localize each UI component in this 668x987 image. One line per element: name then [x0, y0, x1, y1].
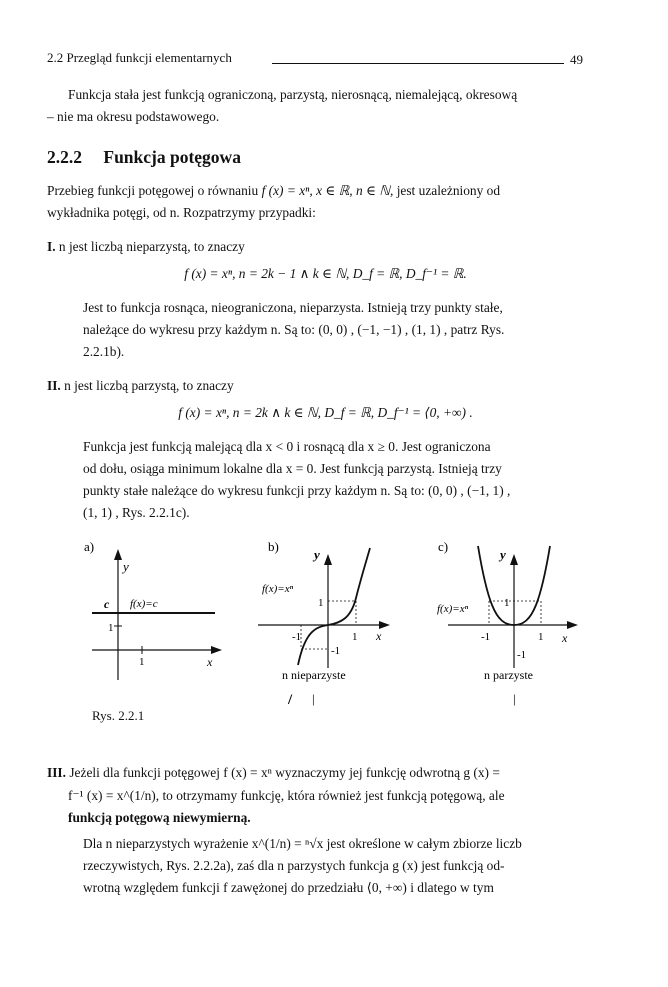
case3-line1-text: Jeżeli dla funkcji potęgowej f (x) = xⁿ wyznaczymy jej funkcję odwrotną g (x) =	[69, 765, 500, 780]
case3-p-line-2: rzeczywistych, Rys. 2.2.2a), zaś dla n parzystych funkcja g (x) jest funkcją od-	[83, 858, 505, 873]
case2-formula: f (x) = xⁿ, n = 2k ∧ k ∈ ℕ, D_f = ℝ, D_f⁻¹ = ⟨0, +∞) .	[178, 405, 473, 420]
panel-b-tick-x-neg: -1	[292, 631, 302, 643]
case1-formula: f (x) = xⁿ, n = 2k − 1 ∧ k ∈ ℕ, D_f = ℝ, D_f⁻¹ = ℝ.	[184, 266, 467, 281]
panel-a-x-label: x	[207, 655, 213, 669]
case2-line-4: (1, 1) , Rys. 2.2.1c).	[83, 505, 190, 520]
case2-line-3: punkty stałe należące do wykresu funkcji przy każdym n. Są to: (0, 0) , (−1, 1) ,	[83, 483, 511, 498]
panel-c-note: n parzyste	[484, 668, 533, 682]
panel-b-mark-right: |	[312, 691, 315, 706]
panel-a-tick-y-label: 1	[108, 622, 114, 634]
panel-c-y-label: y	[500, 547, 506, 562]
panel-b-func-label: f(x)=xⁿ	[262, 583, 294, 595]
panel-c-x-label: x	[562, 631, 568, 645]
p1-formula: f (x) = xⁿ, x ∈ ℝ, n ∈ ℕ,	[261, 183, 394, 198]
panel-c-label: c)	[438, 539, 449, 554]
case1-intro	[47, 236, 583, 258]
panel-c-x-arrow-icon	[567, 621, 578, 629]
p1-text-a: Przebieg funkcji potęgowej o równaniu	[47, 183, 259, 198]
panel-c-tick-y-neg: -1	[517, 649, 527, 661]
figure-svg	[0, 530, 668, 720]
page-number: 49	[570, 52, 583, 67]
panel-b-x-arrow-icon	[379, 621, 390, 629]
case2-text: n jest liczbą parzystą, to znaczy	[64, 378, 234, 393]
case1-line-3: 2.2.1b).	[83, 344, 125, 359]
panel-a-label: a)	[84, 539, 95, 554]
case1-text: n jest liczbą nieparzystą, to znaczy	[58, 239, 245, 254]
section-number: 2.2.2	[47, 147, 82, 167]
panel-a-y-arrow-icon	[114, 549, 122, 560]
intro-line-2: – nie ma okresu podstawowego.	[47, 109, 220, 124]
panel-a-x-arrow-icon	[211, 646, 222, 654]
panel-a-c-label: c	[104, 597, 110, 611]
figure-2-2-1	[0, 530, 668, 720]
case1-label: I.	[47, 239, 56, 254]
panel-c-tick-x-neg: -1	[481, 631, 491, 643]
panel-c-func-label: f(x)=xⁿ	[437, 603, 469, 615]
panel-c-tick-y-pos: 1	[504, 597, 510, 609]
case2-intro	[47, 375, 583, 397]
figure-caption: Rys. 2.2.1	[92, 708, 145, 723]
panel-a-tick-x-label: 1	[139, 656, 145, 668]
panel-c-tick-x-pos: 1	[538, 631, 544, 643]
p1-line-1	[47, 180, 583, 202]
case1-line-1: Jest to funkcja rosnąca, nieograniczona, nieparzysta. Istnieją trzy punkty stałe,	[83, 300, 503, 315]
case3-p-line-3: wrotną względem funkcji f zawężonej do przedziału ⟨0, +∞) i dlatego w tym	[83, 880, 494, 895]
intro-line-1: Funkcja stała jest funkcją ograniczoną, parzystą, nierosnącą, niemalejącą, okresową	[68, 87, 518, 102]
panel-b-tick-x-pos: 1	[352, 631, 358, 643]
panel-b-mark-left: /	[288, 692, 293, 708]
case3-p-line-1: Dla n nieparzystych wyrażenie x^(1/n) = ⁿ√x jest określone w całym zbiorze liczb	[83, 836, 522, 851]
case3-line-3: funkcją potęgową niewymierną.	[68, 810, 251, 825]
panel-b-note: n nieparzyste	[282, 668, 346, 682]
panel-b-tick-y-neg: -1	[331, 645, 341, 657]
panel-b-label: b)	[268, 539, 279, 554]
case2-label: II.	[47, 378, 61, 393]
p1-text-c: jest uzależniony od	[396, 183, 501, 198]
running-header	[47, 50, 583, 68]
panel-b-tick-y-pos: 1	[318, 597, 324, 609]
panel-b-y-arrow-icon	[324, 554, 332, 565]
case1-line-2: należące do wykresu przy każdym n. Są to: (0, 0) , (−1, −1) , (1, 1) , patrz Rys.	[83, 322, 505, 337]
p1-line-2: wykładnika potęgi, od n. Rozpatrzymy przypadki:	[47, 205, 316, 220]
panel-a-y-label: y	[123, 559, 129, 574]
section-heading	[47, 147, 241, 168]
panel-b-x-label: x	[376, 629, 382, 643]
section-title: Funkcja potęgowa	[103, 147, 241, 167]
panel-b-y-label: y	[314, 547, 320, 562]
panel-c-mark: |	[513, 691, 516, 706]
panel-c-y-arrow-icon	[510, 554, 518, 565]
case2-line-1: Funkcja jest funkcją malejącą dla x < 0 i rosnącą dla x ≥ 0. Jest ograniczona	[83, 439, 491, 454]
case3-line-1	[47, 762, 583, 784]
case3-label: III.	[47, 765, 66, 780]
panel-a-func-label: f(x)=c	[130, 598, 158, 610]
header-rule	[272, 63, 564, 64]
case3-line-2: f⁻¹ (x) = x^(1/n), to otrzymamy funkcję, która również jest funkcją potęgową, ale	[68, 788, 505, 803]
header-section: 2.2 Przegląd funkcji elementarnych	[47, 50, 232, 65]
case2-line-2: od dołu, osiąga minimum lokalne dla x = 0. Jest funkcją parzystą. Istnieją trzy	[83, 461, 502, 476]
